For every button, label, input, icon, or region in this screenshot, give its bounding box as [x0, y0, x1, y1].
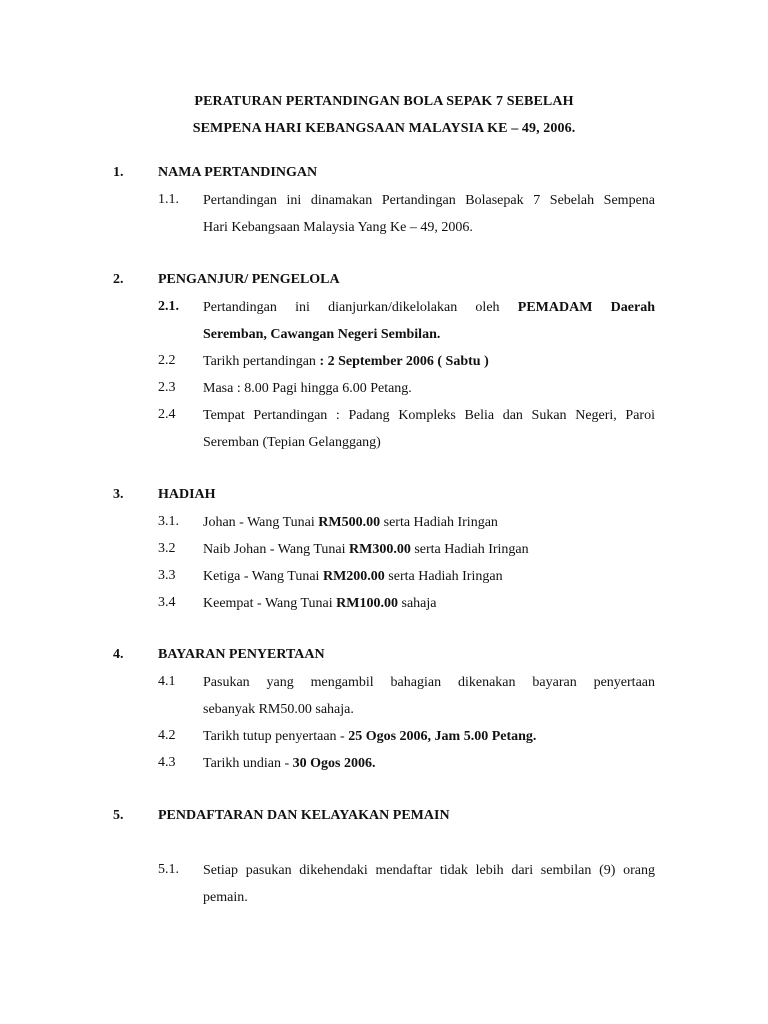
item-text-plain: Tarikh pertandingan [203, 354, 320, 369]
item-number: 4.1 [158, 674, 176, 689]
section-title: PENGANJUR/ PENGELOLA [158, 272, 340, 287]
item-number: 2.4 [158, 407, 176, 422]
section-title: NAMA PERTANDINGAN [158, 165, 318, 180]
item-text-line-1: Pasukan yang mengambil bahagian dikenakan bayaran penyertaan [203, 675, 655, 690]
item-text [203, 187, 655, 241]
item-text-plain: serta Hadiah Iringan [384, 569, 503, 584]
item-number: 4.2 [158, 728, 176, 743]
prize-amount: RM300.00 [349, 542, 411, 557]
item-text [203, 509, 655, 536]
item-text [203, 590, 655, 617]
item-number: 5.1. [158, 862, 179, 877]
prize-amount: RM500.00 [318, 515, 381, 530]
item-text-plain: Tarikh tutup penyertaan - [203, 729, 349, 744]
item-number: 3.2 [158, 541, 176, 556]
item-text-plain: Keempat - Wang Tunai [203, 596, 337, 611]
item-number: 4.3 [158, 755, 176, 770]
item-text-plain: sahaja [398, 596, 437, 611]
closing-date: 25 Ogos 2006, Jam 5.00 Petang. [348, 729, 537, 744]
item-number: 2.2 [158, 353, 176, 368]
item-text [203, 294, 655, 348]
item-text-line-1 [203, 294, 655, 321]
item-text-line-2: Hari Kebangsaan Malaysia Yang Ke – 49, 2006. [203, 220, 473, 235]
section-number: 2. [113, 272, 124, 287]
section-number: 4. [113, 647, 124, 662]
item-text-plain: Pertandingan ini dianjurkan/dikelolakan oleh [203, 300, 518, 315]
item-text-line-1: Tempat Pertandingan : Padang Kompleks Belia dan Sukan Negeri, Paroi [203, 408, 655, 423]
item-text-plain: serta Hadiah Iringan [380, 515, 498, 530]
document-title-line-1: PERATURAN PERTANDINGAN BOLA SEPAK 7 SEBELAH [194, 94, 574, 109]
item-text-plain: Ketiga - Wang Tunai [203, 569, 323, 584]
item-text-line-2: Seremban (Tepian Gelanggang) [203, 435, 381, 450]
organizer-name: PEMADAM Daerah [517, 300, 655, 315]
item-text [203, 348, 655, 375]
item-text [203, 723, 655, 750]
draw-date: 30 Ogos 2006. [292, 756, 376, 771]
item-number: 3.3 [158, 568, 176, 583]
section-title: BAYARAN PENYERTAAN [158, 647, 325, 662]
item-text-plain: Naib Johan - Wang Tunai [203, 542, 350, 557]
item-text: Masa : 8.00 Pagi hingga 6.00 Petang. [203, 381, 412, 396]
item-number: 1.1. [158, 192, 179, 207]
item-text [203, 536, 655, 563]
item-number: 3.1. [158, 514, 179, 529]
prize-amount: RM100.00 [336, 596, 398, 611]
item-text [203, 669, 655, 723]
item-text [203, 402, 655, 456]
item-text [203, 563, 655, 590]
item-text-line-1: Pertandingan ini dinamakan Pertandingan Bolasepak 7 Sebelah Sempena [203, 193, 655, 208]
prize-amount: RM200.00 [322, 569, 385, 584]
item-number: 3.4 [158, 595, 176, 610]
item-number: 2.1. [158, 299, 179, 314]
item-text-plain: serta Hadiah Iringan [410, 542, 529, 557]
item-text [203, 857, 655, 911]
organizer-branch: Seremban, Cawangan Negeri Sembilan. [203, 327, 441, 342]
item-text-line-2: pemain. [203, 890, 248, 905]
section-title: HADIAH [158, 487, 216, 502]
item-text-line-2: sebanyak RM50.00 sahaja. [203, 702, 354, 717]
section-title: PENDAFTARAN DAN KELAYAKAN PEMAIN [158, 808, 450, 823]
item-number: 2.3 [158, 380, 176, 395]
item-text-line-1: Setiap pasukan dikehendaki mendaftar tidak lebih dari sembilan (9) orang [203, 863, 655, 878]
item-text-plain: Johan - Wang Tunai [203, 515, 319, 530]
document-title-line-2: SEMPENA HARI KEBANGSAAN MALAYSIA KE – 49, 2006. [192, 121, 576, 136]
competition-date: : 2 September 2006 ( Sabtu ) [319, 354, 489, 369]
item-text [203, 750, 655, 777]
section-number: 5. [113, 808, 124, 823]
section-number: 1. [113, 165, 124, 180]
section-number: 3. [113, 487, 124, 502]
item-text-plain: Tarikh undian - [203, 756, 293, 771]
